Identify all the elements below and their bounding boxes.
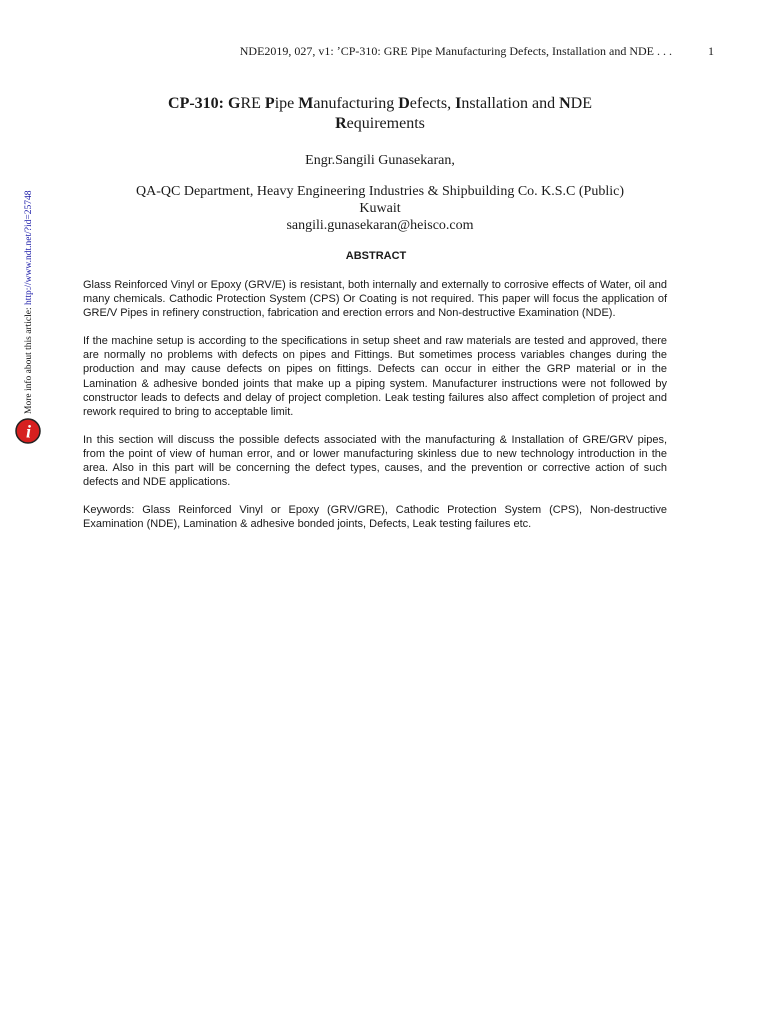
- abstract-paragraph: In this section will discuss the possible defects associated with the manufacturing & Installation of GRE/GRV pipes, from the point of view of human error, and or lower manufacturing skinless due to new technology introduction in the area. Also in this part will be concerning the defect types, causes, and the prevention or corrective action of such defects and NDE applications.: [83, 433, 667, 489]
- title-initial: M: [298, 95, 314, 112]
- title-initial: D: [398, 95, 410, 112]
- title-word-rest: equirements: [346, 115, 425, 132]
- abstract-paragraph: If the machine setup is according to the specifications in setup sheet and raw materials are tested and approved, there are normally no problems with defects on pipes and Fittings. But sometimes process variables changes during the production and may cause defects on pipes on fittings. Defects can occur in either the GRP material or in the Lamination & adhesive bonded joints that make up a piping system. Manufacturer instructions were not followed by constructor leads to defects and delay of project completion. Leak testing failures also affect completion of project and rework required to bring to acceptable limit.: [83, 335, 667, 418]
- title-word-rest: nstallation and: [461, 95, 560, 112]
- abstract-heading: ABSTRACT: [345, 250, 407, 262]
- info-icon-graphic: [15, 418, 41, 444]
- paper-title: [100, 94, 660, 134]
- info-icon[interactable]: [15, 418, 41, 444]
- title-initial: N: [559, 95, 571, 112]
- title-word-rest: efects,: [409, 95, 456, 112]
- affiliation-line: QA-QC Department, Heavy Engineering Industries & Shipbuilding Co. K.S.C (Public): [136, 184, 624, 199]
- affiliation-country: Kuwait: [359, 201, 401, 216]
- title-initial: R: [335, 115, 347, 132]
- title-word-rest: DE: [570, 95, 592, 112]
- side-note-label: More info about this article:: [24, 305, 34, 414]
- article-link[interactable]: http://www.ndt.net/?id=25748: [24, 190, 34, 306]
- page-number: 1: [708, 44, 714, 58]
- abstract-body: [83, 278, 667, 545]
- author-name: Engr.Sangili Gunasekaran,: [305, 153, 455, 168]
- side-note: [22, 184, 36, 414]
- title-initial: I: [455, 95, 462, 112]
- title-word-rest: anufacturing: [313, 95, 399, 112]
- running-head: NDE2019, 027, v1: ʼCP-310: GRE Pipe Manufacturing Defects, Installation and NDE . . .: [239, 44, 672, 58]
- side-note-text: [22, 191, 36, 414]
- abstract-paragraph: Glass Reinforced Vinyl or Epoxy (GRV/E) is resistant, both internally and externally to corrosive effects of Water, oil and many chemicals. Cathodic Protection System (CPS) Or Coating is not required. This paper will focus the application of GRE/V Pipes in refinery construction, fabrication and erection errors and Non-destructive Examination (NDE).: [83, 279, 667, 320]
- affiliation: [60, 183, 700, 234]
- title-word-rest: ipe: [274, 95, 299, 112]
- title-initial: P: [264, 95, 275, 112]
- keywords-paragraph: Keywords: Glass Reinforced Vinyl or Epoxy (GRV/GRE), Cathodic Protection System (CPS), Non-destructive Examination (NDE), Lamination & adhesive bonded joints, Defects, Leak testing failures etc.: [83, 504, 667, 531]
- title-initial: G: [228, 95, 241, 112]
- author-email: sangili.gunasekaran@heisco.com: [286, 218, 474, 233]
- title-prefix: CP-310:: [168, 95, 228, 112]
- title-word-rest: RE: [240, 95, 265, 112]
- info-icon-glyph: i: [25, 421, 32, 442]
